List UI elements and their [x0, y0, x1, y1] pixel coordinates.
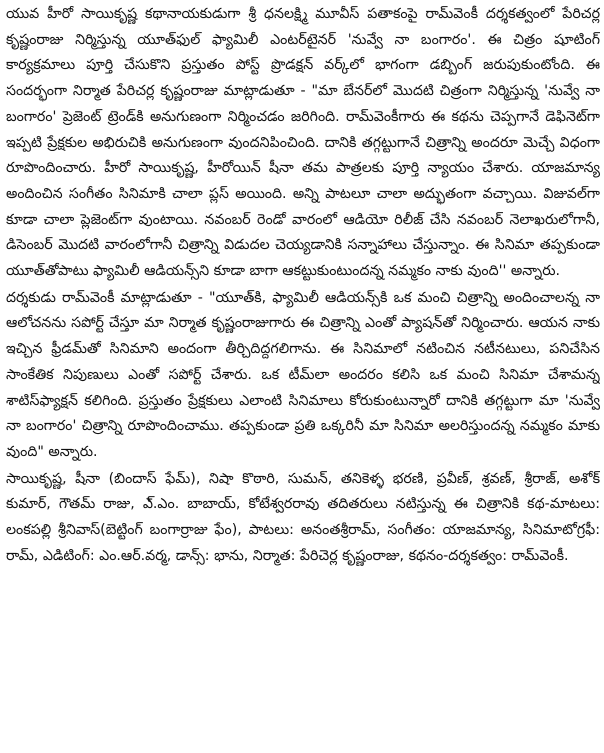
director-quote-paragraph: దర్శకుడు రామ్‌వెంకీ మాట్లాడుతూ - "యూత్‌కి, ఫ్యామిలీ ఆడియన్స్‌కి ఒక మంచి చిత్రాన్ని అందించాలన్న నా ఆలోచనను సపోర్ట్ చేస్తూ మా నిర్మాత కృష్ణంరాజుగారు ఈ చిత్రాన్ని ఎంతో ప్యాషన్‌తో నిర్మించారు. ఆయన నాకు ఇచ్చిన ఫ్రీడమ్‌తో సినిమాని అందంగా తీర్చిదిద్దగలిగాను. ఈ సినిమాలో నటించిన నటీనటులు, పనిచేసిన సాంకేతిక నిపుణులు ఎంతో సపోర్ట్ చేశారు. ఒక టీమ్‌లా అందరం కలిసి ఒక మంచి సినిమా చేశామన్న శాటిస్‌ఫ్యాక్షన్ కలిగింది. ప్రస్తుతం ప్రేక్షకులు ఎలాంటి సినిమాలు కోరుకుంటున్నారో దానికి తగ్గట్టుగా మా 'నువ్వే నా బంగారం' చిత్రాన్ని రూపొందించాము. తప్పకుండా ప్రతి ఒక్కరినీ మా సినిమా అలరిస్తుందన్న నమ్మకం మాకు వుంది" అన్నారు. [6, 289, 600, 460]
producer-quote-paragraph: యువ హీరో సాయికృష్ణ కథానాయకుడుగా శ్రీ ధనలక్ష్మి మూవీస్ పతాకంపై రామ్‌వెంకీ దర్శకత్వంలో పేరిచర్ల కృష్ణంరాజు నిర్మిస్తున్న యూత్‌ఫుల్ ఫ్యామిలీ ఎంటర్‌టైనర్ 'నువ్వే నా బంగారం'. ఈ చిత్రం షూటింగ్ కార్యక్రమాలు పూర్తి చేసుకొని ప్రస్తుతం పోస్ట్ ప్రొడక్షన్ వర్క్‌లో భాగంగా డబ్బింగ్ జరుపుకుంటోంది. ఈ సందర్భంగా నిర్మాత పేరిచర్ల కృష్ణంరాజు మాట్లాడుతూ - "మా బేనర్‌లో మొదటి చిత్రంగా నిర్మిస్తున్న 'నువ్వే నా బంగారం' ప్రెజెంట్ ట్రెండ్‌కి అనుగుణంగా నిర్మించడం జరిగింది. రామ్‌వెంకీగారు ఈ కథను చెప్పగానే డెఫినెట్‌గా ఇప్పటి ప్రేక్షకుల అభిరుచికి అనుగుణంగా వుందనిపించింది. దానికి తగ్గట్టుగానే చిత్రాన్ని అందరూ మెచ్చే విధంగా రూపొందించారు. హీరో సాయికృష్ణ, హీరోయిన్ షీనా తమ పాత్రలకు పూర్తి న్యాయం చేశారు. యాజమాన్య అందించిన సంగీతం సినిమాకి చాలా ప్లస్ అయింది. అన్ని పాటలూ చాలా అద్భుతంగా వచ్చాయి. విజువల్‌గా కూడా చాలా ప్లెజెంట్‌గా వుంటాయి. నవంబర్ రెండో వారంలో ఆడియో రిలీజ్ చేసి నవంబర్ నెలాఖరులోగానీ, డిసెంబర్ మొదటి వారంలోగానీ చిత్రాన్ని విడుదల చెయ్యడానికి సన్నాహాలు చేస్తున్నాం. ఈ సినిమా తప్పకుండా యూత్‌తోపాటు ఫ్యామిలీ ఆడియన్స్‌ని కూడా బాగా ఆకట్టుకుంటుందన్న నమ్మకం నాకు వుంది'' అన్నారు. [6, 6, 600, 280]
article-body [6, 2, 600, 753]
cast-crew-paragraph: సాయికృష్ణ, షీనా (బిందాస్ ఫేమ్), నిషా కొఠారి, సుమన్, తనికెళ్ళ భరణి, ప్రవీణ్, శ్రవణ్, శ్రీరాజ్, అశోక్ కుమార్, గౌతమ్ రాజు, ఎ్.ఎం. బాబాయ్, కోటేశ్వరరావు తదితరులు నటిస్తున్న ఈ చిత్రానికి కథ-మాటలు: లంకపల్లి శ్రీనివాస్(బెట్టింగ్ బంగార్రాజు ఫేం), పాటలు: అనంతశ్రీరామ్, సంగీతం: యాజమాన్య, సినిమాటోగ్రఫీ: రామ్, ఎడిటింగ్: ఎం.ఆర్.వర్మ, డాన్స్: భాను, నిర్మాత: పేరిచెర్ల కృష్ణంరాజు, కథనం-దర్శకత్వం: రామ్‌వెంకీ. [6, 470, 600, 564]
